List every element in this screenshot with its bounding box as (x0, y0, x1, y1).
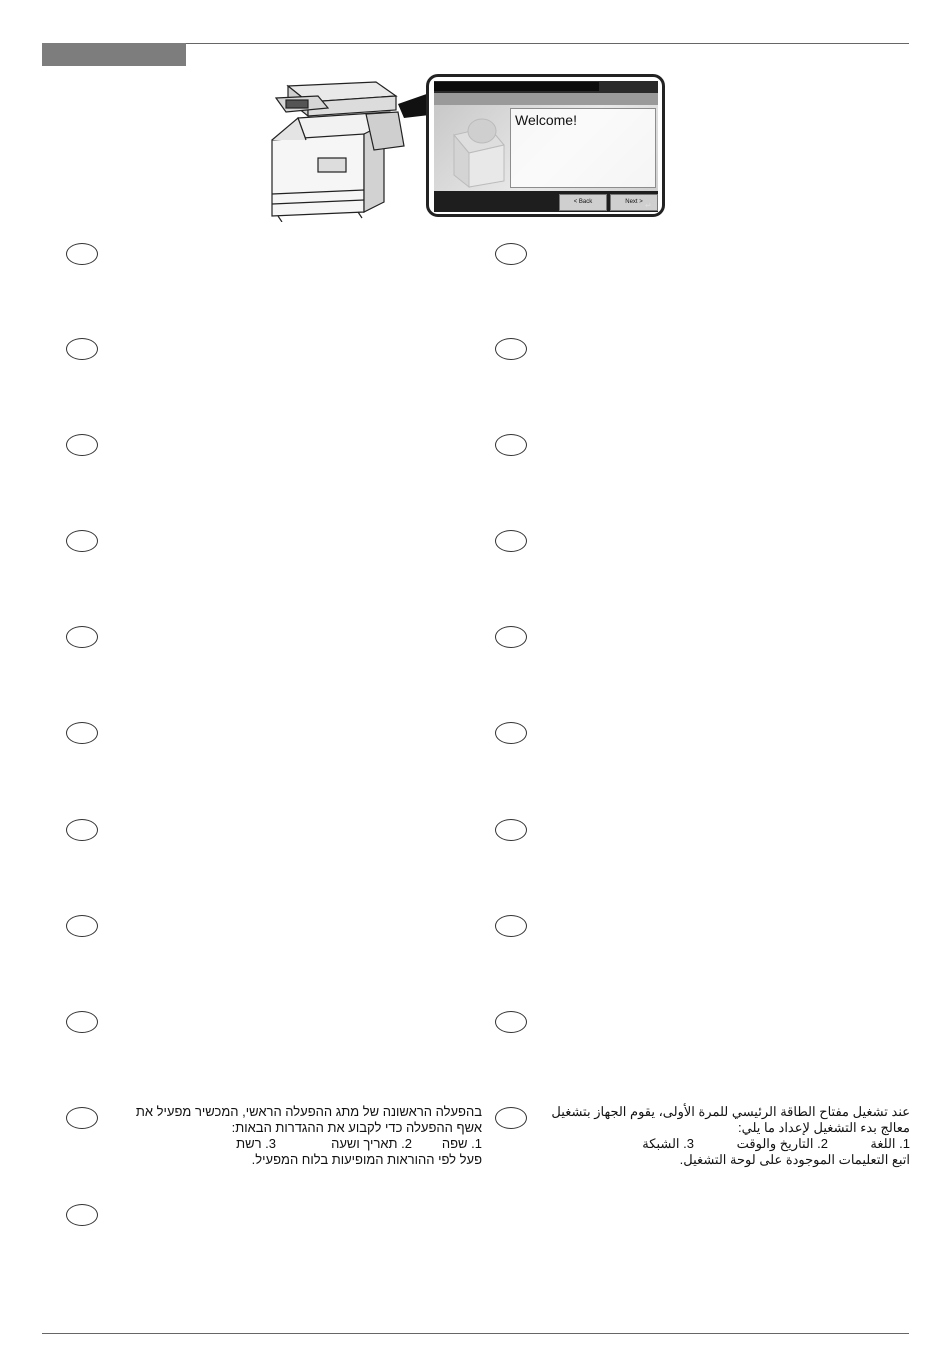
language-oval (495, 1011, 527, 1033)
welcome-panel (510, 108, 656, 188)
language-oval (495, 915, 527, 937)
enter-key-icon: ↵ (645, 201, 652, 210)
language-oval (66, 530, 98, 552)
language-oval (66, 819, 98, 841)
language-oval (495, 338, 527, 360)
printer-illustration (258, 74, 438, 222)
arabic-intro: عند تشغيل مفتاح الطاقة الرئيسي للمرة الأولى، يقوم الجهاز بتشغيل معالج بدء التشغيل لإعداد ما يلي: (551, 1104, 910, 1135)
arabic-setting-network: 3. الشبكة (642, 1136, 694, 1151)
language-oval (66, 722, 98, 744)
header-rule (186, 43, 909, 44)
arabic-instructions (548, 1104, 910, 1168)
language-oval (495, 1107, 527, 1129)
language-oval (495, 530, 527, 552)
back-button[interactable]: < Back (559, 194, 607, 211)
language-oval (66, 626, 98, 648)
language-oval (495, 626, 527, 648)
screen-display (434, 81, 658, 212)
language-oval (66, 243, 98, 265)
operation-panel-screen (426, 74, 665, 217)
arabic-setting-list (548, 1136, 910, 1152)
language-oval (495, 722, 527, 744)
language-oval (495, 243, 527, 265)
hebrew-setting-language: 1. שפה (441, 1136, 482, 1151)
language-oval (66, 1011, 98, 1033)
next-button[interactable]: Next > (610, 194, 658, 211)
hebrew-intro: בהפעלה הראשונה של מתג ההפעלה הראשי, המכשיר מפעיל את אשף ההפעלה כדי לקבוע את ההגדרות הבאות: (135, 1104, 482, 1135)
language-oval (495, 434, 527, 456)
hebrew-setting-network: 3. רשת (236, 1136, 276, 1151)
language-oval (66, 338, 98, 360)
welcome-message: Welcome! (515, 112, 577, 128)
arabic-setting-datetime: 2. التاريخ والوقت (736, 1136, 828, 1151)
language-oval (495, 819, 527, 841)
hebrew-setting-list (120, 1136, 482, 1152)
footer-rule (42, 1333, 909, 1334)
hebrew-instructions (120, 1104, 482, 1168)
hebrew-setting-datetime: 2. תאריך ושעה (331, 1136, 412, 1151)
hebrew-follow-text: פעל לפי ההוראות המופיעות בלוח המפעיל. (251, 1152, 482, 1167)
arabic-follow-text: اتبع التعليمات الموجودة على لوحة التشغيل. (679, 1152, 910, 1167)
language-oval (66, 434, 98, 456)
screen-title-bar (434, 81, 658, 93)
language-oval (66, 1107, 98, 1129)
arabic-setting-language: 1. اللغة (870, 1136, 910, 1151)
language-oval (66, 915, 98, 937)
language-oval (66, 1204, 98, 1226)
header-tab (42, 43, 186, 66)
screen-header-strip (434, 93, 658, 105)
